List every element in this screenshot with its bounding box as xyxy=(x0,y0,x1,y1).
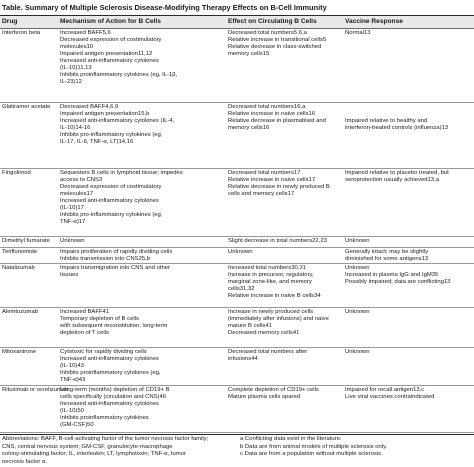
cell-drug xyxy=(0,29,58,102)
cell-line: (IL-10)17 xyxy=(60,204,84,211)
cell-vaccine xyxy=(343,248,474,263)
cell-effect xyxy=(226,103,343,168)
cell-drug xyxy=(0,386,69,432)
cell-line: Decreased total numbers after xyxy=(228,348,308,355)
cell-line: depletion of T cells xyxy=(60,329,109,336)
cell-line: IL-23)12 xyxy=(60,78,82,85)
cell-line: Rituximab or ocrelizumab xyxy=(2,386,69,393)
cell-mechanism xyxy=(58,386,226,432)
cell-line: (IL-10)43 xyxy=(60,362,84,369)
cell-vaccine xyxy=(343,264,474,307)
cell-line: tissues xyxy=(60,271,79,278)
cell-line: Fingolimod xyxy=(2,169,31,176)
cell-line: Inhibits proinflammatory cytokines (eg, IL-1β, xyxy=(60,71,178,78)
cell-effect xyxy=(226,237,343,247)
cell-vaccine xyxy=(343,29,474,102)
cell-line: molecules17 xyxy=(60,190,94,197)
cell-line: Impaired antigen presentation11,12 xyxy=(60,50,153,57)
cell-vaccine xyxy=(343,348,474,385)
cell-line: Complete depletion of CD19+ cells xyxy=(228,386,319,393)
cell-line: Unknown xyxy=(345,308,370,315)
cell-mechanism xyxy=(58,348,226,385)
table-row xyxy=(0,386,474,433)
cell-line: Impaired relative to healthy and xyxy=(345,117,428,124)
cell-drug xyxy=(0,348,58,385)
cell-line: access to CNS3 xyxy=(60,176,103,183)
table-row xyxy=(0,103,474,169)
table-row xyxy=(0,29,474,103)
cell-line: Increased anti-inflammatory cytokines (IL-4, xyxy=(60,117,175,124)
cell-vaccine xyxy=(343,308,474,347)
cell-line: cells specifically (circulation and CNS)46 xyxy=(60,393,167,400)
cell-line: Live viral vaccines contraindicated xyxy=(345,393,435,400)
cell-line: Inhibits proinflammatory cytokines xyxy=(60,414,149,421)
cell-line: Mitoxantrone xyxy=(2,348,37,355)
cell-drug xyxy=(0,248,58,263)
cell-line: Increased in plasma IgG and IgM35 xyxy=(345,271,439,278)
cell-line: Increased BAFF5,6 xyxy=(60,29,111,36)
cell-effect xyxy=(226,386,343,432)
cell-line: Unknown xyxy=(345,348,370,355)
cell-line: Impaired relative to placebo treated, but xyxy=(345,169,449,176)
cell-line: Sequesters B cells in lymphoid tissue; impedes xyxy=(60,169,183,176)
cell-line: Decreased expression of costimulatory xyxy=(60,36,162,43)
cell-line: cells31,32 xyxy=(228,285,255,292)
cell-line: (IL-10)11,13 xyxy=(60,64,92,71)
cell-drug xyxy=(0,237,58,247)
table-row xyxy=(0,348,474,386)
cell-line: IL-10)14-16 xyxy=(60,124,91,131)
cell-line: Decreased total numbers17 xyxy=(228,169,301,176)
table-footer xyxy=(0,434,474,467)
cell-line: memory cells15 xyxy=(228,50,270,57)
cell-line: IL-17, IL-6, TNF-α, LT)14,16 xyxy=(60,138,134,145)
cell-line: Decreased BAFF4,6,9 xyxy=(60,103,119,110)
cell-mechanism xyxy=(58,169,226,236)
cell-effect xyxy=(226,248,343,263)
abbreviation-line: CNS, central nervous system; GM-CSF, granulocyte-macrophage xyxy=(2,443,173,450)
cell-line: (immediately after infusions) and naive xyxy=(228,315,329,322)
cell-line: Relative increase in naive cells17 xyxy=(228,176,316,183)
cell-line: Normal13 xyxy=(345,29,371,36)
cell-line: Impaired for recall antigen13,c xyxy=(345,386,425,393)
cell-line: Generally intact; may be slightly xyxy=(345,248,429,255)
cell-line: Long-term (months) depletion of CD19+ B xyxy=(60,386,170,393)
table-row xyxy=(0,237,474,248)
cell-effect xyxy=(226,169,343,236)
table-row xyxy=(0,264,474,308)
cell-line: Increased anti-inflammatory cytokines xyxy=(60,57,159,64)
cell-line: infusions44 xyxy=(228,355,258,362)
table-row xyxy=(0,169,474,237)
cell-line: Cytotoxic for rapidly dividing cells xyxy=(60,348,147,355)
footnote-line: c Data are from a population without multiple sclerosis. xyxy=(240,451,383,458)
header-drug: Drug xyxy=(2,18,18,25)
table-header-row xyxy=(0,16,474,29)
cell-line: diminished for some antigens13 xyxy=(345,255,429,262)
cell-drug xyxy=(0,264,58,307)
cell-line xyxy=(345,111,472,118)
cell-line: Increased anti-inflammatory cytokines xyxy=(60,355,159,362)
cell-line: Possibly impaired; data are conflicting13 xyxy=(345,278,451,285)
cell-mechanism xyxy=(58,308,226,347)
table-title: Table. Summary of Multiple Sclerosis Disease-Modifying Therapy Effects on B-Cell Immunity xyxy=(0,0,474,16)
header-vaccine: Vaccine Response xyxy=(345,18,403,25)
cell-line: Mature plasma cells spared xyxy=(228,393,301,400)
cell-vaccine xyxy=(343,237,474,247)
cell-effect xyxy=(226,348,343,385)
cell-line: Relative decrease in class-switched xyxy=(228,43,322,50)
cell-line: TNF-α)17 xyxy=(60,218,86,225)
cell-line: seroprotection usually achieved13,a xyxy=(345,176,439,183)
cell-line: Inhibits pro-inflammatory cytokines (eg, xyxy=(60,211,163,218)
cell-line: interferon-treated controls (influenza)13 xyxy=(345,124,449,131)
cell-line: marginal zone-like, and memory xyxy=(228,278,312,285)
cell-line: TNF-α)43 xyxy=(60,376,86,383)
cell-line: Inhibits pro-inflammatory cytokines (eg, xyxy=(60,131,163,138)
cell-line: memory cells16 xyxy=(228,124,270,131)
cell-line: Relative increase in transitional cells5 xyxy=(228,36,327,43)
abbreviation-line: colony-stimulating factor; IL, interleukin; LT, lymphotoxin; TNF-α, tumor xyxy=(2,451,186,458)
table-body xyxy=(0,29,474,433)
cell-drug xyxy=(0,169,58,236)
cell-line: Increased anti-inflammatory cytokines xyxy=(60,400,159,407)
cell-line: Unknown xyxy=(60,237,85,244)
abbreviations-note xyxy=(0,435,238,467)
cell-vaccine xyxy=(343,103,474,168)
cell-line: Impairs proliferation of rapidly dividing cells xyxy=(60,248,173,255)
cell-line: (IL-10)50 xyxy=(60,407,84,414)
cell-effect xyxy=(226,264,343,307)
cell-line: molecules10 xyxy=(60,43,94,50)
cell-line: Decreased expression of costimulatory xyxy=(60,183,162,190)
cell-line: Relative decrease in newly produced B xyxy=(228,183,330,190)
cell-line: Slight decrease in total numbers22,23 xyxy=(228,237,327,244)
cell-line: Teriflunomide xyxy=(2,248,38,255)
cell-mechanism xyxy=(58,29,226,102)
cell-vaccine xyxy=(343,169,474,236)
cell-line: Impaired antigen presentation15,b xyxy=(60,110,150,117)
cell-drug xyxy=(0,103,58,168)
cell-line: Unknown xyxy=(228,248,253,255)
cell-mechanism xyxy=(58,264,226,307)
abbreviation-line: Abbreviations: BAFF, B-cell-activating factor of the tumor necrosis factor family; xyxy=(2,436,209,442)
cell-line: Increased BAFF41 xyxy=(60,308,110,315)
abbreviation-line: necrosis factor α. xyxy=(2,458,47,465)
cell-line: Decreased total numbers16,a xyxy=(228,103,306,110)
cell-line: mature B cells41 xyxy=(228,322,272,329)
cell-line: Increased total numbers30,31 xyxy=(228,264,306,271)
cell-line xyxy=(345,104,472,111)
cell-line: Decreased memory cells41 xyxy=(228,329,300,336)
cell-mechanism xyxy=(58,248,226,263)
cell-mechanism xyxy=(58,103,226,168)
cell-line: Decreased total numbers5,6,a xyxy=(228,29,307,36)
cell-line: Increase in newly produced cells xyxy=(228,308,314,315)
cell-effect xyxy=(226,29,343,102)
cell-line: cells and memory cells17 xyxy=(228,190,295,197)
footnotes-list xyxy=(238,435,474,467)
cell-vaccine xyxy=(343,386,474,432)
cell-line: Relative increase in naive cells16 xyxy=(228,110,316,117)
cell-line: Impairs transmigration into CNS and other xyxy=(60,264,171,271)
cell-line: Interferon beta xyxy=(2,29,41,36)
cell-line: Unknown xyxy=(345,237,370,244)
header-effect: Effect on Circulating B Cells xyxy=(228,18,317,25)
cell-line: Dimethyl fumarate xyxy=(2,237,50,244)
table-row xyxy=(0,308,474,348)
cell-line: Increase in precursor, regulatory, xyxy=(228,271,314,278)
cell-line: with subsequent reconstitution; long-term xyxy=(60,322,168,329)
cell-line: Inhibits proinflammatory cytokines (eg, xyxy=(60,369,161,376)
cell-line: (GM-CSF)50 xyxy=(60,421,94,428)
cell-line: Glatiramer acetate xyxy=(2,103,51,110)
table-row xyxy=(0,248,474,264)
footnote-line: b Data are from animal models of multiple sclerosis only. xyxy=(240,443,388,450)
header-mechanism: Mechanism of Action for B Cells xyxy=(60,18,161,25)
cell-line: Temporary depletion of B cells xyxy=(60,315,139,322)
footnote-line: a Conflicting data exist in the literature. xyxy=(240,436,342,442)
cell-line: Relative decrease in plasmablast and xyxy=(228,117,326,124)
cell-line: Increased anti-inflammatory cytokines xyxy=(60,197,159,204)
cell-line: Alemtuzumab xyxy=(2,308,39,315)
cell-line: Relative increase in naive B cells34 xyxy=(228,292,321,299)
cell-line: Inhibits transmission into CNS25,b xyxy=(60,255,151,262)
cell-mechanism xyxy=(58,237,226,247)
cell-line: Natalizumab xyxy=(2,264,35,271)
cell-effect xyxy=(226,308,343,347)
cell-line: Unknown xyxy=(345,264,370,271)
cell-drug xyxy=(0,308,58,347)
